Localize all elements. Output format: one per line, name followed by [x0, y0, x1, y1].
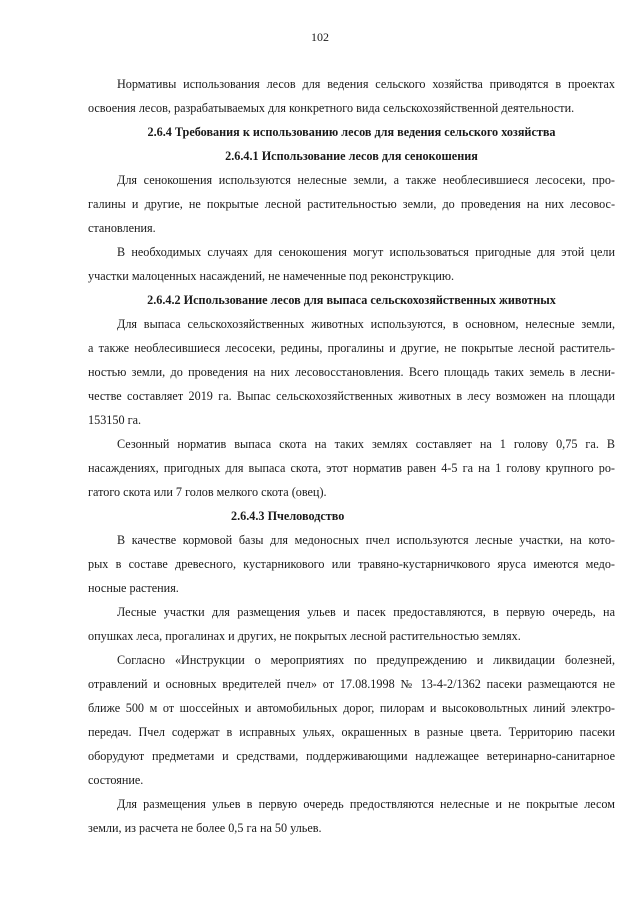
text-line: ностью земли, до проведения на них лесовосстановления. Всего площадь таких земель в лесни- [88, 365, 615, 379]
text-line: честве составляет 2019 га. Выпас сельскохозяйственных животных в лесу возможен на площади [88, 389, 615, 403]
paragraph-apiary-sites [88, 600, 615, 648]
text-line: Лесные участки для размещения ульев и пасек предоставляются, в первую очередь, на [117, 605, 615, 619]
subsection-heading-2-6-4-1: 2.6.4.1 Использование лесов для сенокошения [225, 149, 478, 163]
paragraph-grazing-norm [88, 432, 615, 504]
text-line: земли, из расчета не более 0,5 га на 50 ульев. [88, 821, 322, 835]
paragraph-hive-allocation [88, 792, 615, 840]
page-number: 102 [311, 30, 329, 44]
paragraph-haymaking-extra [88, 240, 615, 288]
text-line: Для выпаса сельскохозяйственных животных используются, в основном, нелесные земли, [117, 317, 615, 331]
text-line: Для размещения ульев в первую очередь предоствляются нелесные и не покрытые лесом [117, 797, 615, 811]
text-line: В качестве кормовой базы для медоносных пчел используются лесные участки, на кото- [117, 533, 615, 547]
text-line: передач. Пчел содержат в исправных ульях, окрашенных в разные цвета. Территорию пасеки [88, 725, 615, 739]
text-line: освоения лесов, разрабатываемых для конкретного вида сельскохозяйственной деятельности. [88, 101, 575, 115]
paragraph-grazing [88, 312, 615, 432]
paragraph-norms [88, 72, 615, 120]
paragraph-beekeeping [88, 528, 615, 600]
paragraph-haymaking [88, 168, 615, 240]
text-line: становления. [88, 221, 156, 235]
document-body [88, 72, 615, 840]
text-line: рых в составе древесного, кустарникового или травяно-кустарничкового яруса имеются медо- [88, 557, 615, 571]
text-line: Сезонный норматив выпаса скота на таких землях составляет на 1 голову 0,75 га. В [117, 437, 615, 451]
text-line: оборудуют предметами и средствами, поддерживающими надлежащее ветеринарно-санитарное [88, 749, 615, 763]
text-line: опушках леса, прогалинах и других, не покрытых лесной растительностью землях. [88, 629, 521, 643]
section-heading-2-6-4: 2.6.4 Требования к использованию лесов для ведения сельского хозяйства [147, 125, 556, 139]
text-line: а также необлесившиеся лесосеки, редины, прогалины и другие, не покрытые лесной раститель- [88, 341, 615, 355]
text-line: участки малоценных насаждений, не намеченные под реконструкцию. [88, 269, 454, 283]
text-line: В необходимых случаях для сенокошения могут использоваться пригодные для этой цели [117, 245, 615, 259]
text-line: состояние. [88, 773, 144, 787]
text-line: Согласно «Инструкции о мероприятиях по предупреждению и ликвидации болезней, [117, 653, 615, 667]
text-line: носные растения. [88, 581, 179, 595]
text-line: насаждениях, пригодных для выпаса скота, этот норматив равен 4-5 га на 1 голову крупного ро- [88, 461, 615, 475]
text-line: галины и другие, не покрытые лесной растительностью земли, до проведения на них лесовос- [88, 197, 615, 211]
text-line: гатого скота или 7 голов мелкого скота (овец). [88, 485, 327, 499]
subsection-heading-2-6-4-3: 2.6.4.3 Пчеловодство [231, 509, 345, 523]
text-line: Для сенокошения используются нелесные земли, а также необлесившиеся лесосеки, про- [117, 173, 615, 187]
paragraph-instruction [88, 648, 615, 792]
subsection-heading-2-6-4-2: 2.6.4.2 Использование лесов для выпаса сельскохозяйственных животных [147, 293, 556, 307]
text-line: 153150 га. [88, 413, 142, 427]
text-line: ближе 500 м от шоссейных и автомобильных дорог, пилорам и высоковольтных линий электро- [88, 701, 615, 715]
text-line: отравлений и основных вредителей пчел» от 17.08.1998 № 13-4-2/1362 пасеки размещаются не [88, 677, 615, 691]
text-line: Нормативы использования лесов для ведения сельского хозяйства приводятся в проектах [117, 77, 615, 91]
